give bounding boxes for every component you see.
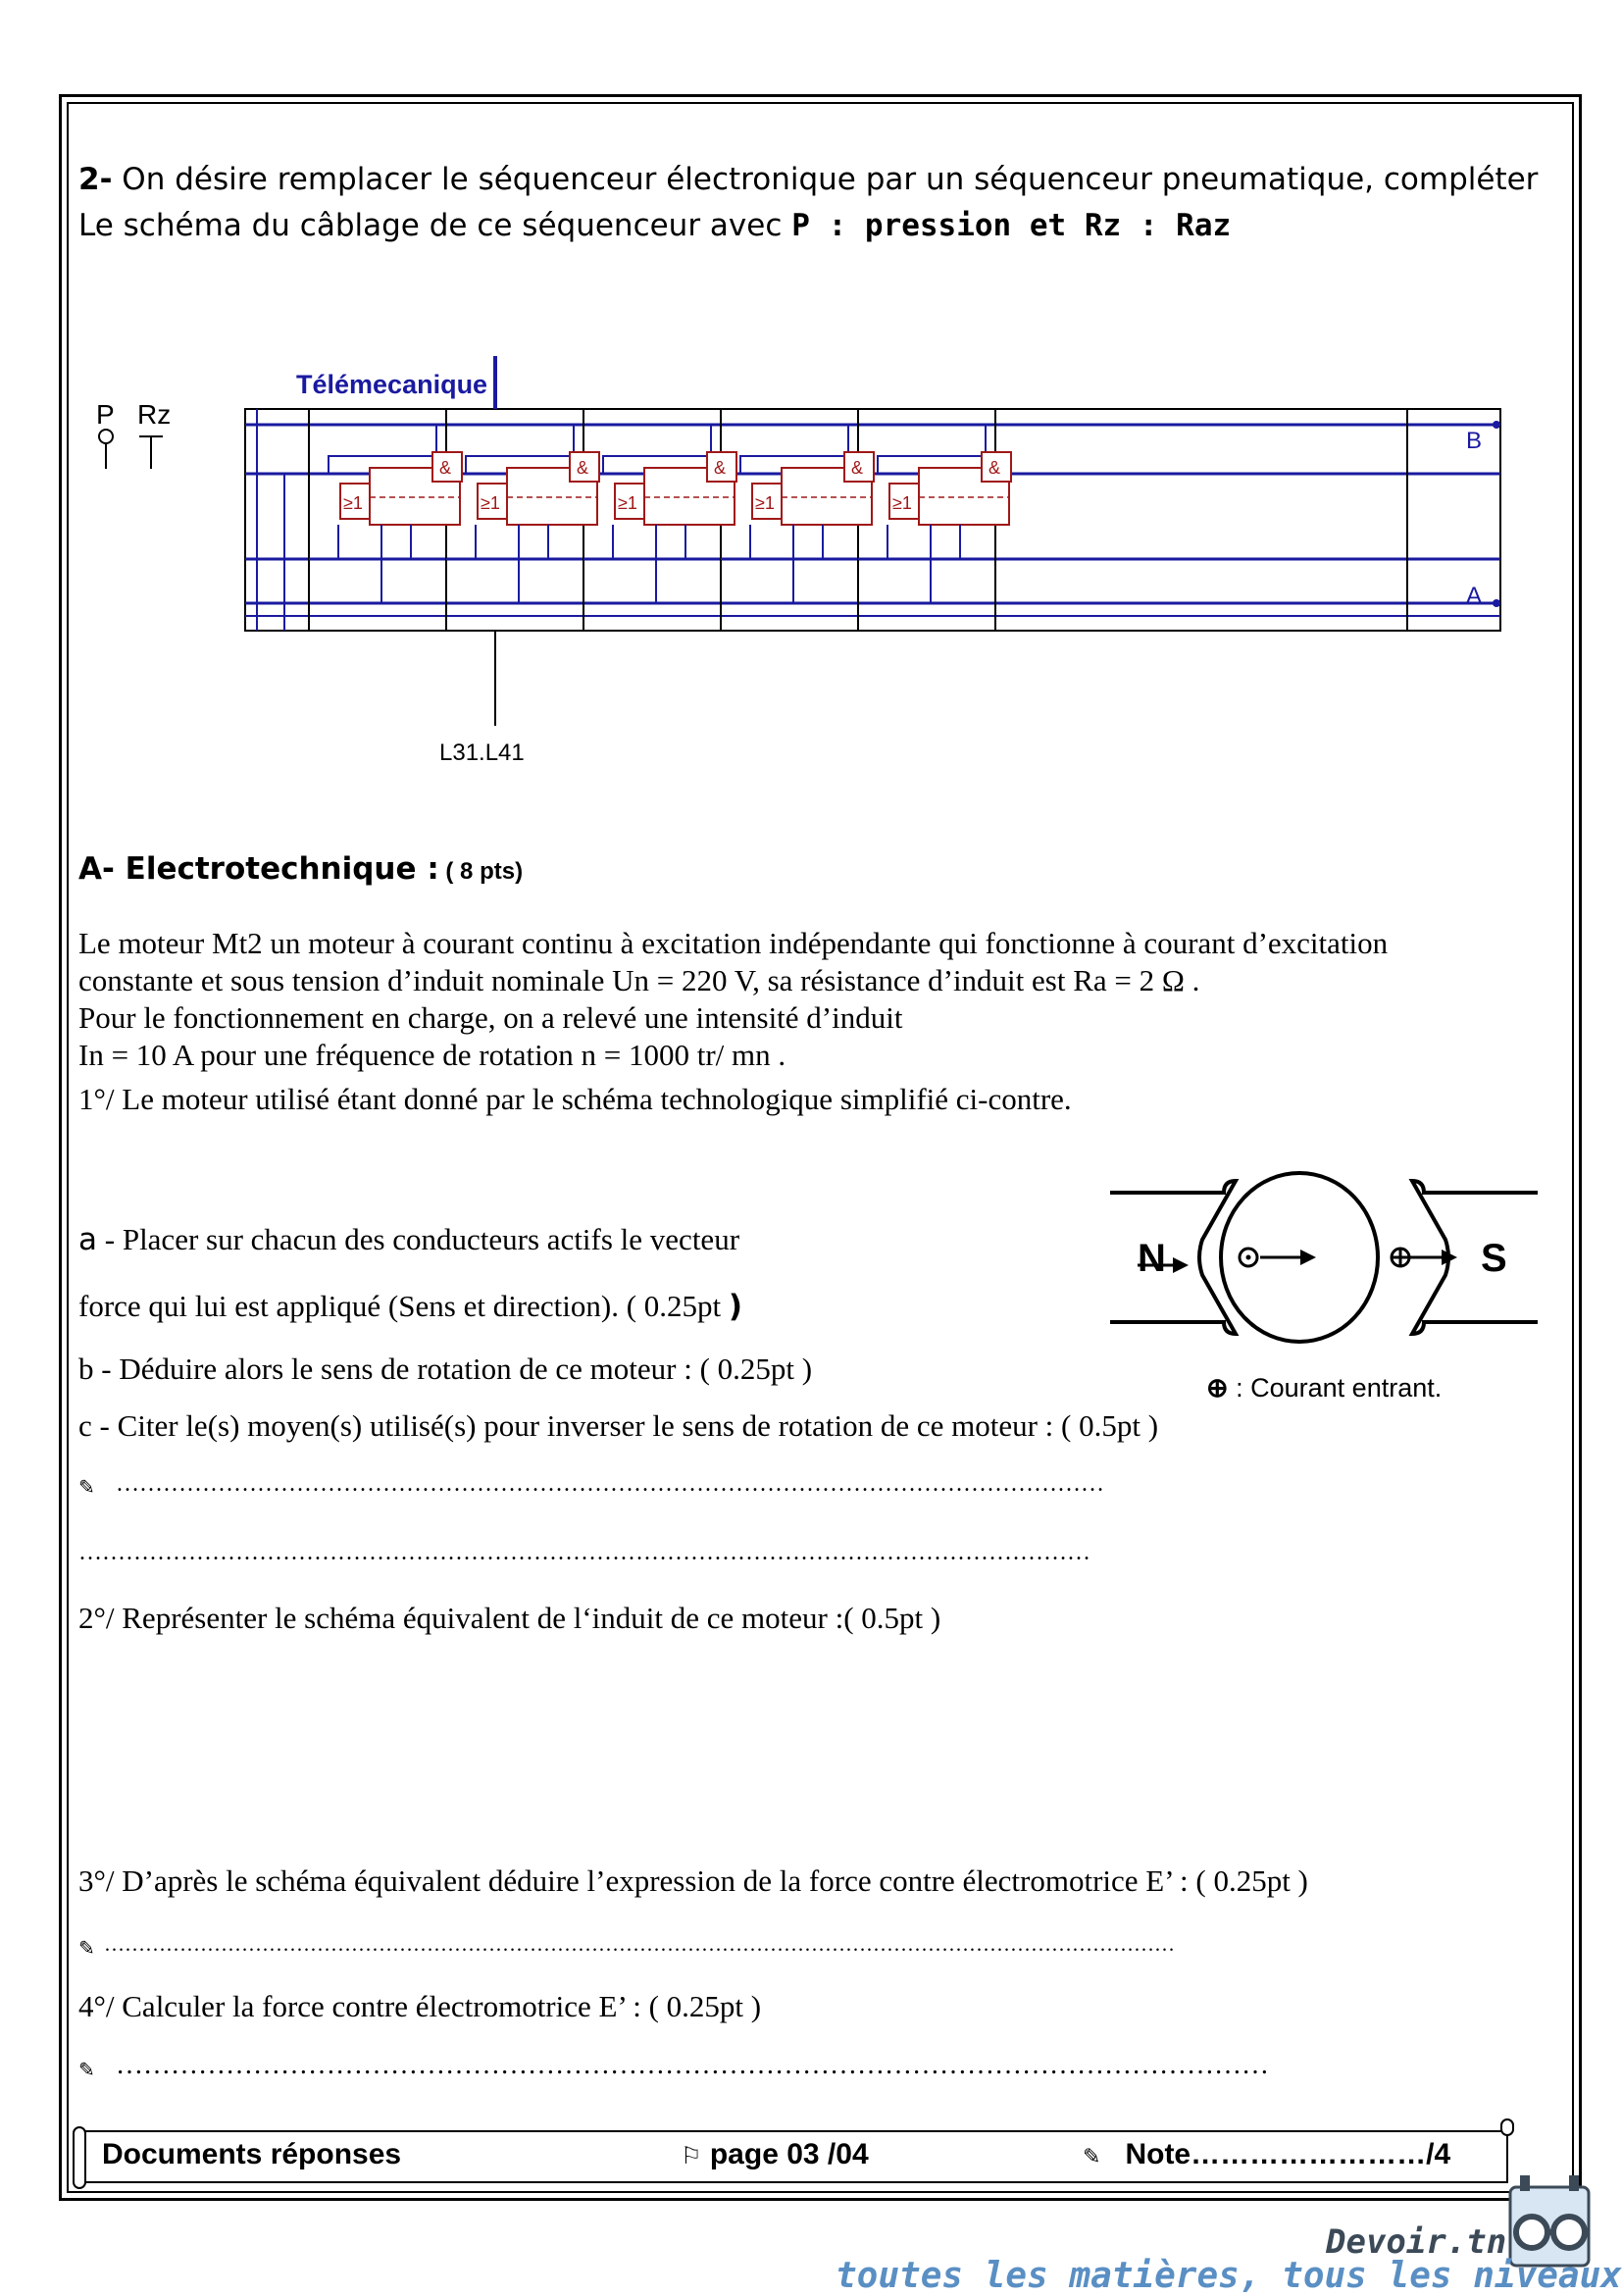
telemecanique-label: Télémecanique — [296, 370, 488, 399]
part2-line2 — [78, 203, 1231, 249]
answer-line-q4[interactable]: ……………………………………………………………………………………………………………… — [116, 2050, 1269, 2080]
watermark-slogan: toutes les matières, tous les niveaux — [836, 2256, 1622, 2296]
intro-line-2: constante et sous tension d’induit nominale Un = 220 V, sa résistance d’induit est Ra = 2 Ω . — [78, 963, 1200, 997]
pencil-icon: ✎ — [78, 2060, 95, 2081]
bottom-label: L31.L41 — [439, 740, 525, 766]
legend-text: : Courant entrant. — [1228, 1373, 1443, 1403]
footer-title: Documents réponses — [102, 2138, 402, 2170]
q3-text: 3°/ D’après le schéma équivalent déduire l’expression de la force contre électromotrice E’ : ( 0.25pt ) — [78, 1863, 1308, 1898]
b-label: B — [1466, 428, 1483, 454]
sequencer-module — [309, 409, 462, 631]
footer-note-text: Note……………………/4 — [1125, 2138, 1451, 2170]
and-gate-label: & — [714, 458, 727, 478]
q1a-text2: force qui lui est appliqué (Sens et direction). ( 0.25pt — [78, 1289, 729, 1323]
legend-cross-icon: ⊕ — [1206, 1373, 1229, 1403]
section-a-title: A- Electrotechnique : — [78, 851, 439, 887]
scroll-right-icon — [1500, 2118, 1514, 2136]
or-gate-label: ≥1 — [343, 493, 363, 513]
part2-line2-text: Le schéma du câblage de ce séquenceur avec — [78, 208, 792, 243]
part2-line1 — [78, 157, 1538, 203]
intro-line-3: Pour le fonctionnement en charge, on a relevé une intensité d’induit — [78, 1000, 903, 1035]
q1a-letter: a — [78, 1222, 97, 1257]
or-gate-label: ≥1 — [481, 493, 500, 513]
q1b: b - Déduire alors le sens de rotation de ce moteur : ( 0.25pt ) — [78, 1352, 813, 1386]
sequencer-module — [583, 409, 736, 631]
pencil-icon: ✎ — [78, 1477, 95, 1499]
or-gate-label: ≥1 — [892, 493, 912, 513]
flag-icon: ⚐ — [681, 2143, 702, 2169]
or-gate-label: ≥1 — [618, 493, 637, 513]
q1a-line2 — [78, 1289, 742, 1324]
part2-line1-text: On désire remplacer le séquenceur électronique par un séquenceur pneumatique, compléter — [112, 162, 1539, 197]
p-label: P — [96, 399, 115, 430]
and-gate-label: & — [988, 458, 1001, 478]
answer-line-c1[interactable]: ……………………………………………………………………………………………………………… — [116, 1471, 1104, 1497]
scroll-left-icon — [73, 2126, 86, 2189]
legend — [1206, 1373, 1442, 1403]
sequencer-module — [446, 409, 599, 631]
pencil-icon: ✎ — [1083, 2144, 1101, 2168]
part2-num: 2- — [78, 162, 113, 197]
or-gate-label: ≥1 — [755, 493, 775, 513]
answer-line-c2[interactable]: ………………………………………………………………………………………………………………… — [78, 1540, 1090, 1565]
footer-page-text: page 03 /04 — [709, 2138, 869, 2170]
intro-line-4: In = 10 A pour une fréquence de rotation n = 1000 tr/ mn . — [78, 1038, 786, 1072]
part2-line2-bold: P : pression et Rz : Raz — [791, 208, 1232, 243]
q1a-line1 — [78, 1222, 739, 1257]
section-a-points: ( 8 pts) — [438, 858, 524, 885]
and-gate-label: & — [439, 458, 452, 478]
watermark-brand: Devoir.tn — [1326, 2222, 1507, 2262]
pencil-icon: ✎ — [78, 1938, 95, 1960]
q1a-text: - Placer sur chacun des conducteurs actifs le vecteur — [97, 1222, 740, 1256]
q2-text: 2°/ Représenter le schéma équivalent de l‘induit de ce moteur :( 0.5pt ) — [78, 1601, 941, 1635]
answer-line-q3[interactable]: ………………………………………………………………………………………………………………………………………… — [104, 1932, 1175, 1956]
sequencer-module — [721, 409, 874, 631]
sequencer-diagram — [88, 348, 1520, 780]
intro-line-1: Le moteur Mt2 un moteur à courant continu à excitation indépendante qui fonctionne à courant d’excitation — [78, 926, 1389, 960]
q1c: c - Citer le(s) moyen(s) utilisé(s) pour inverser le sens de rotation de ce moteur : ( 0.5pt ) — [78, 1408, 1159, 1443]
motor-diagram — [1108, 1155, 1540, 1410]
q4-text: 4°/ Calculer la force contre électromotrice E’ : ( 0.25pt ) — [78, 1989, 762, 2023]
footer-note — [1083, 2138, 1450, 2171]
a-label: A — [1466, 583, 1483, 609]
sequencer-modules — [309, 409, 1011, 631]
n-label: N — [1138, 1237, 1166, 1280]
p-symbol — [99, 430, 113, 443]
section-a-heading — [78, 851, 523, 887]
rz-label: Rz — [137, 399, 172, 430]
and-gate-label: & — [577, 458, 589, 478]
s-label: S — [1481, 1237, 1507, 1280]
q1a-paren: ) — [728, 1289, 743, 1324]
sequencer-module — [858, 409, 1011, 631]
footer-page — [681, 2138, 869, 2171]
and-gate-label: & — [851, 458, 864, 478]
q1-stem: 1°/ Le moteur utilisé étant donné par le schéma technologique simplifié ci-contre. — [78, 1082, 1072, 1116]
